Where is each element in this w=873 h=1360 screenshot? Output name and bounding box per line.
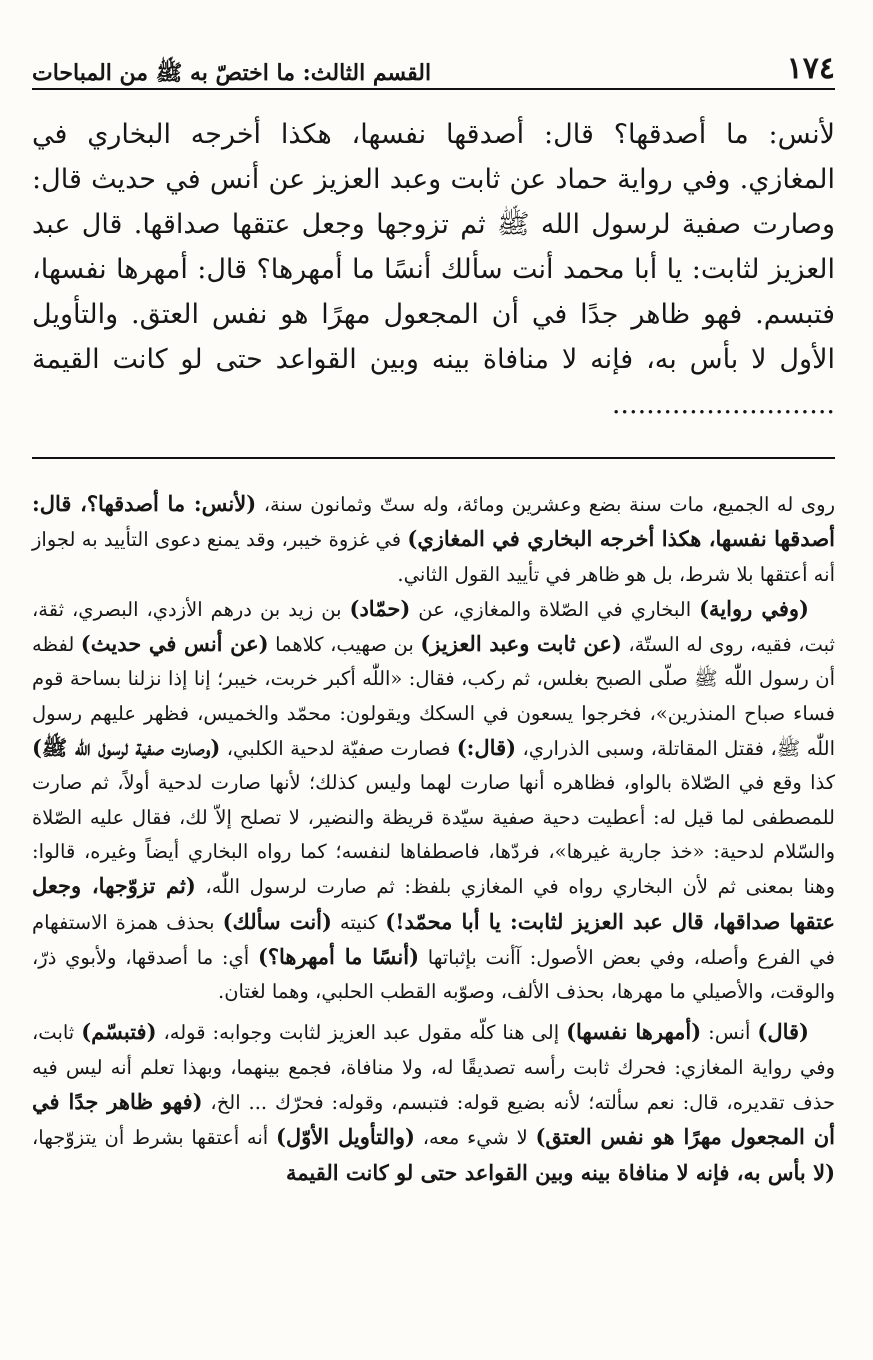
commentary-text: في غزوة خيبر، وقد يمنع دعوى التأييد به لجواز أنه أعتقها بلا شرط، بل هو ظاهر في تأييد القول الثاني.	[32, 528, 835, 586]
quoted-matn: (أمهرها نفسها)	[566, 1019, 702, 1045]
commentary-text: بن زيد بن درهم الأزدي، البصري، ثقة، ثبت، فقيه، روى له الستّة،	[32, 597, 835, 657]
commentary-text: أي: ما أصدقها، ولأبوي ذرّ، والوقت، والأصيلي ما مهرها، بحذف الألف، وصوّبه القطب الحلبي، وهما لغتان.	[32, 945, 835, 1004]
quoted-matn: (قال)	[757, 1019, 809, 1045]
commentary-text: إلى هنا كلّه مقول عبد العزيز لثابت وجوابه: قوله،	[156, 1021, 567, 1045]
footnote-separator	[32, 457, 835, 459]
commentary-text: كنيته	[331, 910, 386, 934]
quoted-matn: (عن ثابت وعبد العزيز)	[420, 631, 622, 657]
quoted-matn: (لأنس: ما أصدقها؟، قال: أصدقها نفسها، هكذا أخرجه البخاري في المغازي)	[32, 491, 835, 552]
quoted-matn: (وفي رواية)	[699, 595, 809, 621]
commentary-text: أنس:	[701, 1021, 758, 1045]
commentary-text: كذا وقع في الصّلاة بالواو، فظاهره أنها صارت لهما وليس كذلك؛ لأنها صارت لدحية أولاً، ثم صارت للمصطفى لما قيل له: أعطيت دحية صفية سيّدة قريظة والنضير، لا تصلح إلاّ لك، فقال عليه الصّلاة والسّلام لدحية: «خذ جارية غيرها»، فردّها، فاصطفاها لنفسه؛ كما رواه البخاري أيضاً وغيره، قالوا: وهنا بمعنى ثم لأن البخاري رواه في المغازي بلفظ: ثم صارت لرسول اللّٰه،	[32, 771, 835, 899]
commentary-paragraph-1	[32, 487, 835, 592]
chapter-title: القسم الثالث: ما اختصّ به ﷺ من المباحات	[32, 60, 432, 86]
quoted-matn: (فتبسّم)	[81, 1019, 157, 1045]
commentary-text: فصارت صفيّة لدحية الكلبي،	[220, 737, 457, 761]
running-header	[32, 40, 835, 90]
commentary-paragraph-2	[32, 592, 835, 1010]
quoted-matn: (فهو ظاهر جدًا في أن المجعول مهرًا هو نفس العتق)	[32, 1089, 835, 1150]
commentary-text: أنه أعتقها بشرط أن يتزوّجها،	[32, 1126, 276, 1150]
quoted-matn: (عن أنس في حديث)	[80, 631, 269, 657]
commentary-text: البخاري في الصّلاة والمغازي، عن	[410, 597, 700, 621]
quoted-matn: (أنسًا ما أمهرها؟)	[257, 943, 420, 969]
commentary-paragraph-3	[32, 1015, 835, 1190]
commentary	[32, 487, 835, 1191]
quoted-matn: (أنت سألك)	[222, 908, 332, 934]
quoted-matn: (لا بأس به، فإنه لا منافاة بينه وبين القواعد حتى لو كانت القيمة	[285, 1159, 835, 1185]
page-number: ١٧٤	[786, 51, 835, 86]
main-text	[32, 112, 835, 427]
quoted-matn: (والتأويل الأوّل)	[275, 1124, 415, 1150]
quoted-matn: (وصارت صفية لرسول اللّٰه ﷺ)	[32, 735, 221, 761]
commentary-text: لفظه أن رسول اللّٰه ﷺ صلّى الصبح بغلس، ثم ركب، فقال: «اللّٰه أكبر خربت، خيبر؛ إنا إذا نزلنا بساحة قوم فساء صباح المنذرين»، فخرجوا يسعون في السكك ويقولون: محمّد والخميس، فظهر عليهم رسول اللّٰه ﷺ، فقتل المقاتلة، وسبى الذراري،	[32, 633, 835, 761]
book-page	[32, 40, 835, 1340]
main-text-paragraph: لأنس: ما أصدقها؟ قال: أصدقها نفسها، هكذا أخرجه البخاري في المغازي. وفي رواية حماد عن ثابت وعبد العزيز عن أنس في حديث قال: وصارت صفية لرسول الله ﷺ ثم تزوجها وجعل عتقها صداقها. قال عبد العزيز لثابت: يا أبا محمد أنت سألك أنسًا ما أمهرها؟ قال: أمهرها نفسها، فتبسم. فهو ظاهر جدًا في أن المجعول مهرًا هو نفس العتق. والتأويل الأول لا بأس به، فإنه لا منافاة بينه وبين القواعد حتى لو كانت القيمة ..........................	[32, 119, 835, 420]
commentary-text: بحذف همزة الاستفهام في الفرع وأصله، وفي بعض الأصول: آأنت بإثباتها	[32, 910, 836, 969]
commentary-text: ثابت، وفي رواية المغازي: فحرك ثابت رأسه تصديقًا له، ولا منافاة، فجمع بينهما، وبهذا تعلم أنه ليس فيه حذف تقديره، قال: نعم سألته؛ لأنه بضيع قوله: فتبسم، وقوله: فحرّك ... الخ،	[32, 1021, 835, 1115]
commentary-text: روى له الجميع، مات سنة بضع وعشرين ومائة، وله ستّ وثمانون سنة،	[256, 493, 835, 516]
quoted-matn: (حمّاد)	[349, 595, 411, 621]
commentary-text: لا شيء معه،	[414, 1126, 536, 1150]
quoted-matn: (ثم تزوّجها، وجعل عتقها صداقها، قال عبد العزيز لثابت: يا أبا محمّد!)	[32, 873, 835, 934]
commentary-text: بن صهيب، كلاهما	[268, 633, 421, 657]
quoted-matn: (قال:)	[456, 735, 517, 761]
